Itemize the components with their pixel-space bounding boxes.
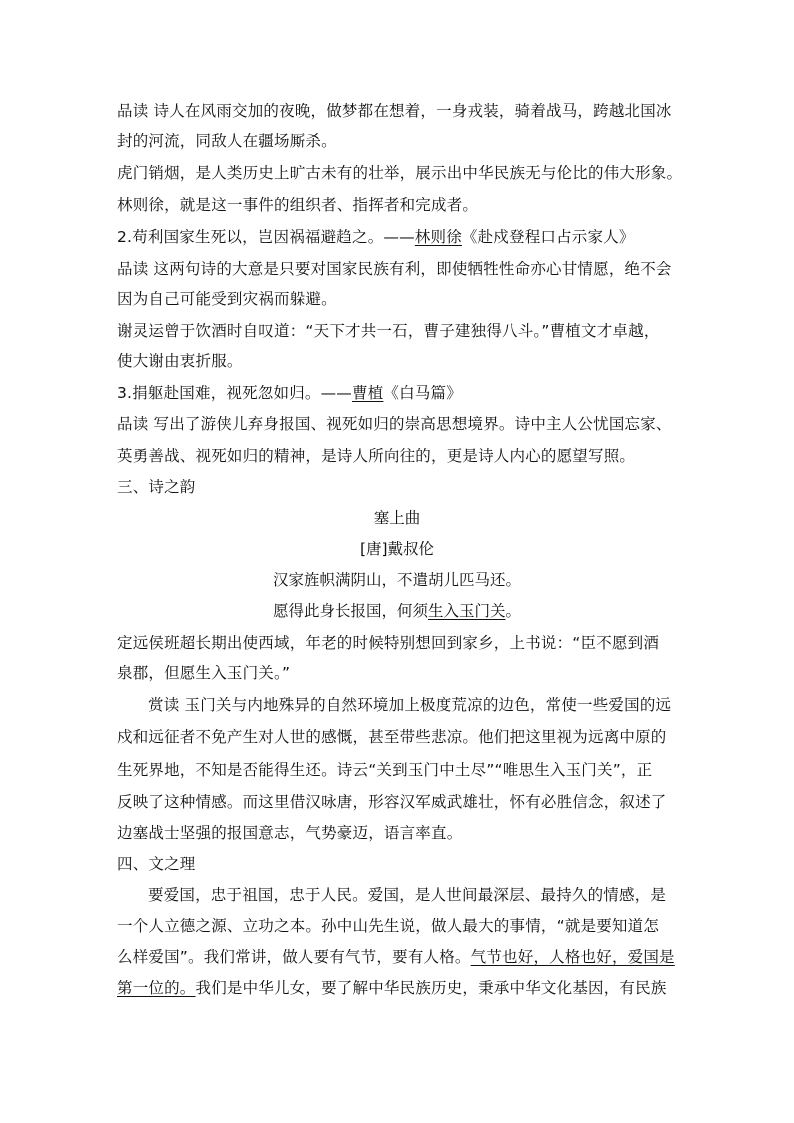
quote-text: 2.苟利国家生死以，岂因祸福避趋之。—— [117,228,415,246]
text-line [117,947,675,967]
text-line: 泉郡，但愿生入玉门关。” [117,664,291,682]
text-line: 赏读 玉门关与内地殊异的自然环境加上极度荒凉的边色，常使一些爱国的远 [148,696,672,714]
text-span: 我们是中华儿女，要了解中华民族历史，秉承中华文化基因，有民族 [195,979,667,997]
text-line: 品读 这两句诗的大意是只要对国家民族有利，即使牺牲性命亦心甘情愿，绝不会 [117,260,672,278]
section-heading: 三、诗之韵 [117,478,196,496]
text-line: 谢灵运曾于饮酒时自叹道：“天下才共一石，曹子建独得八斗。”曹植文才卓越， [117,322,660,340]
text-line: 一个人立德之源、立功之本。孙中山先生说，做人最大的事情，“就是要知道怎 [117,917,660,935]
author-link: 曹植 [352,384,384,402]
poem-punct: 。 [505,602,522,620]
text-line: 封的河流，同敌人在疆场厮杀。 [117,132,337,150]
text-line: 边塞战士坚强的报国意志，气势豪迈，语言率直。 [117,824,463,842]
poem-title: 塞上曲 [373,509,421,527]
text-line: 定远侯班超长期出使西域，年老的时候特别想回到家乡，上书说：“臣不愿到酒 [117,634,660,652]
work-title: 《赴戍登程口占示家人》 [461,228,635,246]
text-line: 虎门销烟，是人类历史上旷古未有的壮举，展示出中华民族无与伦比的伟大形象。 [117,164,683,182]
text-line: 反映了这种情感。而这里借汉咏唐，形容汉军威武雄壮，怀有必胜信念，叙述了 [117,793,667,811]
text-line: 英勇善战、视死如归的精神，是诗人所向往的，更是诗人内心的愿望写照。 [117,447,636,465]
quote-line [117,227,635,247]
quote-text: 3.捐躯赴国难，视死忽如归。—— [117,384,352,402]
poem-underlined: 生入玉门关 [427,602,506,620]
poem-text: 愿得此身长报国，何须 [272,602,428,620]
poem-line: 汉家旌帜满阴山，不遣胡儿匹马还。 [272,571,521,589]
text-line [117,978,667,998]
quote-line [117,383,462,403]
text-line: 要爱国，忠于祖国，忠于人民。爱国，是人世间最深层、最持久的情感，是 [148,886,667,904]
text-line: 使大谢由衷折服。 [117,352,243,370]
underlined-text: 气节也好，人格也好，爱国是 [470,948,675,966]
text-line: 品读 诗人在风雨交加的夜晚，做梦都在想着，一身戎装，骑着战马，跨越北国冰 [117,102,672,120]
text-line: 生死界地，不知是否能得生还。诗云“关到玉门中土尽”“唯思生入玉门关”，正 [117,761,653,779]
text-line: 戍和远征者不免产生对人世的感慨，甚至带些悲凉。他们把这里视为远离中原的 [117,728,667,746]
text-line: 林则徐，就是这一事件的组织者、指挥者和完成者。 [117,196,479,214]
text-span: 么样爱国”。我们常讲，做人要有气节，要有人格。 [117,948,471,966]
poem-author: [唐]戴叔伦 [359,540,435,558]
text-line: 品读 写出了游侠儿弃身报国、视死如归的崇高思想境界。诗中主人公忧国忘家、 [117,415,672,433]
author-link: 林则徐 [414,228,462,246]
poem-line [0,601,794,621]
text-line: 因为自己可能受到灾祸而躲避。 [117,290,337,308]
underlined-text: 第一位的。 [117,979,196,997]
work-title: 《白马篇》 [383,384,462,402]
section-heading: 四、文之理 [117,855,196,873]
